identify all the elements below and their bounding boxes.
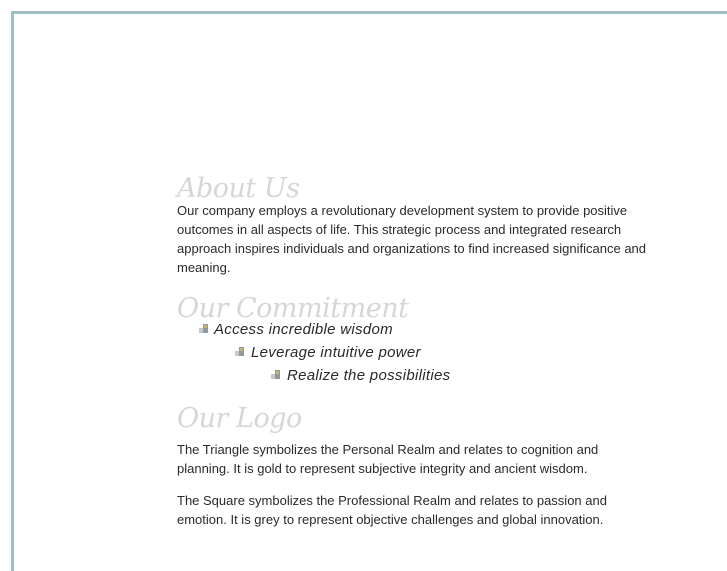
commitment-item-label: Leverage intuitive power [251,344,421,361]
square-bullet-icon [235,347,244,356]
commitment-item-label: Realize the possibilities [287,367,451,384]
square-bullet-icon [271,370,280,379]
logo-heading: Our Logo [177,403,302,434]
logo-paragraph-square: The Square symbolizes the Professional Realm and relates to passion and emotion. It is grey to represent objective challenges and global innovation. [177,493,607,527]
commitment-item-label: Access incredible wisdom [214,321,393,338]
about-text: Our company employs a revolutionary development system to provide positive outcomes in all aspects of life. This strategic process and integrated research approach inspires individuals and organizations to find increased significance and meaning. [177,203,647,275]
square-bullet-icon [199,324,208,333]
logo-paragraph-triangle: The Triangle symbolizes the Personal Realm and relates to cognition and planning. It is gold to represent subjective integrity and ancient wisdom. [177,442,599,476]
page-frame [11,11,727,571]
about-heading: About Us [177,173,300,204]
commitment-heading: Our Commitment [177,293,409,324]
